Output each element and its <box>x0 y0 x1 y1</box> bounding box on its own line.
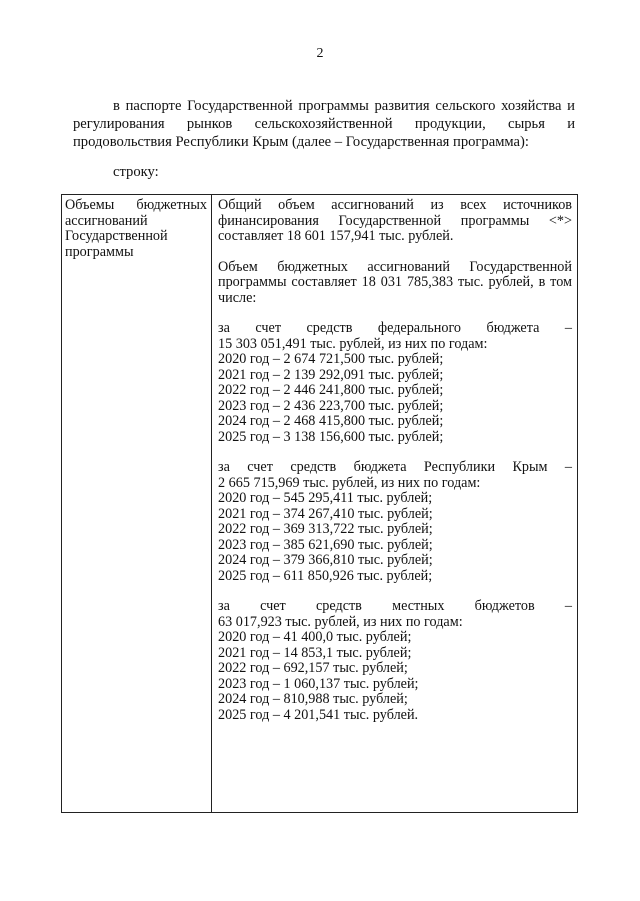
local-summary: 63 017,923 тыс. рублей, из них по годам: <box>218 613 463 630</box>
year-allocation-line: 2024 год – 379 366,810 тыс. рублей; <box>218 552 433 568</box>
year-allocation-line: 2023 год – 1 060,137 тыс. рублей; <box>218 675 419 692</box>
federal-heading <box>218 321 572 337</box>
left-cell <box>62 195 212 813</box>
heading-word: средств <box>290 459 337 475</box>
left-cell-text: Объемы бюджетных ассигнований Государственной программы <box>65 197 207 260</box>
local-heading <box>218 599 572 615</box>
row-label: строку: <box>113 164 159 180</box>
local-budget-block <box>218 599 572 723</box>
page-number: 2 <box>316 46 324 61</box>
year-allocation-line: 2020 год – 41 400,0 тыс. рублей; <box>218 629 412 645</box>
year-allocation-line: 2022 год – 369 313,722 тыс. рублей; <box>218 521 433 537</box>
year-allocation-line: 2021 год – 2 139 292,091 тыс. рублей; <box>218 366 444 383</box>
year-allocation-line: 2020 год – 545 295,411 тыс. рублей; <box>218 490 433 506</box>
heading-word: счет <box>255 320 282 336</box>
federal-budget-block <box>218 321 572 445</box>
regional-heading <box>218 460 572 476</box>
heading-word: средств <box>306 320 353 336</box>
year-allocation-line: 2021 год – 14 853,1 тыс. рублей; <box>218 644 412 661</box>
year-allocation-line: 2022 год – 2 446 241,800 тыс. рублей; <box>218 382 444 398</box>
year-allocation-line: 2025 год – 4 201,541 тыс. рублей. <box>218 706 419 723</box>
total-allocations-text: Общий объем ассигнований из всех источников финансирования Государственной программы <*> составляет 18 601 157,941 тыс. рублей. <box>218 197 572 244</box>
year-allocation-line: 2024 год – 810,988 тыс. рублей; <box>218 691 408 707</box>
heading-word: – <box>564 598 572 614</box>
heading-word: Республики <box>423 459 496 475</box>
year-allocation-line: 2020 год – 2 674 721,500 тыс. рублей; <box>218 351 444 367</box>
table-row <box>62 195 578 813</box>
passport-table <box>61 194 578 813</box>
heading-word: – <box>564 320 572 336</box>
intro-text: в паспорте Государственной программы развития сельского хозяйства и регулирования рынков сельскохозяйственной продукции, сырья и продовольствия Республики Крым (далее – Государственная программа): <box>73 98 575 150</box>
budget-allocations-text: Объем бюджетных ассигнований Государственной программы составляет 18 031 785,383 тыс. рублей, в том числе: <box>218 258 572 306</box>
heading-word: за <box>218 320 230 336</box>
federal-summary: 15 303 051,491 тыс. рублей, из них по годам: <box>218 335 488 352</box>
local-years-list <box>218 630 572 723</box>
heading-word: за <box>218 459 230 475</box>
heading-word: – <box>564 459 572 475</box>
year-allocation-line: 2023 год – 2 436 223,700 тыс. рублей; <box>218 397 444 414</box>
year-allocation-line: 2023 год – 385 621,690 тыс. рублей; <box>218 536 433 553</box>
year-allocation-line: 2025 год – 611 850,926 тыс. рублей; <box>218 567 433 584</box>
intro-paragraph <box>73 97 575 151</box>
year-allocation-line: 2021 год – 374 267,410 тыс. рублей; <box>218 505 433 522</box>
year-allocation-line: 2024 год – 2 468 415,800 тыс. рублей; <box>218 413 444 429</box>
heading-word: счет <box>247 459 273 475</box>
heading-word: бюджета <box>353 459 407 475</box>
heading-word: бюджета <box>486 320 540 336</box>
heading-word: за <box>218 598 230 614</box>
regional-budget-block <box>218 460 572 584</box>
heading-word: Крым <box>512 459 548 475</box>
federal-years-list <box>218 352 572 445</box>
regional-years-list <box>218 491 572 584</box>
year-allocation-line: 2022 год – 692,157 тыс. рублей; <box>218 660 408 676</box>
heading-word: счет <box>260 598 286 614</box>
heading-word: местных <box>392 598 445 614</box>
heading-word: бюджетов <box>474 598 535 614</box>
right-cell <box>212 195 578 813</box>
regional-summary: 2 665 715,969 тыс. рублей, из них по годам: <box>218 474 481 491</box>
heading-word: средств <box>315 598 362 614</box>
heading-word: федерального <box>377 320 462 336</box>
year-allocation-line: 2025 год – 3 138 156,600 тыс. рублей; <box>218 428 444 445</box>
